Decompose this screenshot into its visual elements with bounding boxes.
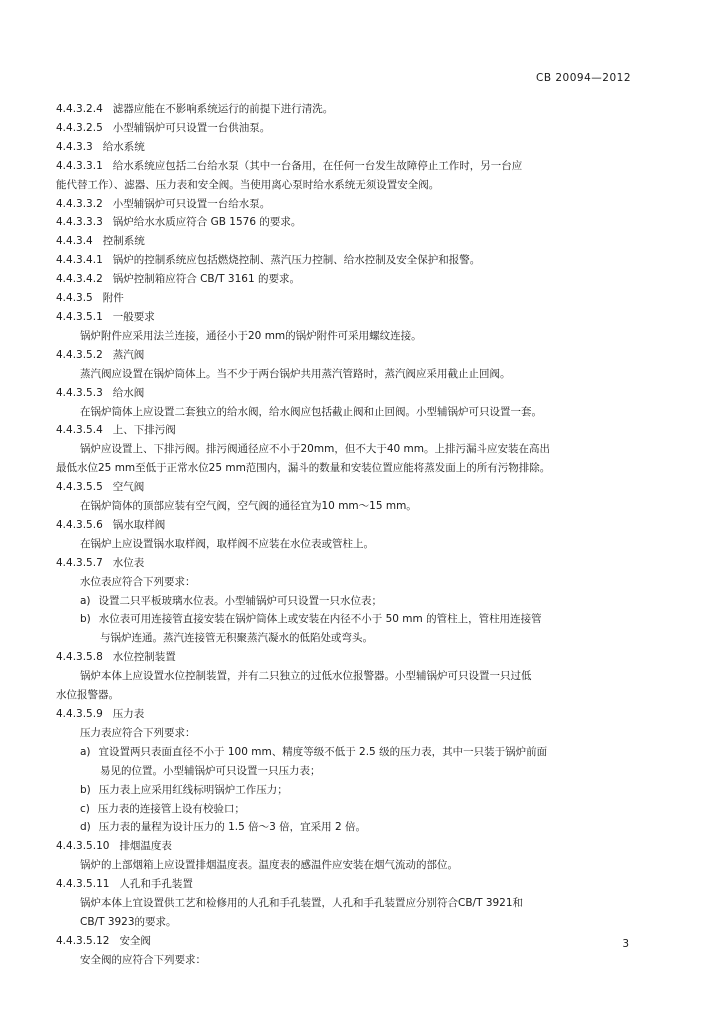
text-line bbox=[56, 157, 646, 176]
clause-number: 4.4.3.5.9 bbox=[56, 708, 103, 720]
clause-text: 压力表上应采用红线标明锅炉工作压力； bbox=[98, 783, 288, 796]
clause-text: 与锅炉连通。蒸汽连接管无积聚蒸汽凝水的低陷处或弯头。 bbox=[100, 632, 373, 645]
text-line bbox=[56, 573, 646, 592]
text-line bbox=[56, 270, 646, 289]
clause-number: 4.4.3.4 bbox=[56, 235, 93, 248]
clause-text: 安全阀 bbox=[119, 934, 151, 947]
text-line bbox=[56, 629, 646, 648]
clause-number: 4.4.3.5.12 bbox=[56, 934, 110, 947]
clause-number: 4.4.3.5.3 bbox=[56, 386, 103, 399]
text-line bbox=[56, 327, 646, 346]
text-line bbox=[56, 346, 646, 365]
clause-text: 给水系统应包括二台给水泵（其中一台备用，在任何一台发生故障停止工作时，另一台应 bbox=[112, 159, 523, 172]
clause-text: 水位表 bbox=[112, 556, 145, 569]
clause-number: 4.4.3.3.2 bbox=[56, 197, 103, 210]
text-line bbox=[56, 232, 646, 251]
text-line bbox=[56, 724, 646, 743]
text-line bbox=[56, 894, 646, 913]
text-line bbox=[56, 610, 646, 629]
clause-text: 给水系统 bbox=[102, 140, 145, 153]
text-line bbox=[56, 913, 646, 932]
text-line bbox=[56, 421, 646, 440]
clause-number: 4.4.3.5.4 bbox=[56, 424, 103, 437]
text-line bbox=[56, 837, 646, 856]
clause-text: 安全阀的应符合下列要求： bbox=[80, 953, 206, 966]
clause-text: 锅炉控制箱应符合 CB/T 3161 的要求。 bbox=[112, 273, 300, 286]
clause-text: 水位控制装置 bbox=[112, 651, 176, 664]
clause-text: 锅炉的上部烟箱上应设置排烟温度表。温度表的感温件应安装在烟气流动的部位。 bbox=[80, 859, 458, 872]
clause-text: 锅炉本体上应设置水位控制装置，并有二只独立的过低水位报警器。小型辅锅炉可只设置一只过低 bbox=[80, 670, 532, 683]
clause-text: 能代替工作）、滤器、压力表和安全阀。当使用离心泵时给水系统无须设置安全阀。 bbox=[56, 178, 440, 191]
text-line bbox=[56, 176, 646, 195]
clause-text: 一般要求 bbox=[112, 310, 155, 323]
clause-text: 水位表应符合下列要求： bbox=[80, 575, 196, 588]
text-line bbox=[56, 856, 646, 875]
clause-text: 在锅炉筒体的顶部应装有空气阀，空气阀的通径宜为10 mm～15 mm。 bbox=[80, 500, 417, 513]
clause-text: 滤器应能在不影响系统运行的前提下进行清洗。 bbox=[112, 103, 334, 115]
clause-text: 水位报警器。 bbox=[56, 689, 119, 702]
clause-text: 小型辅锅炉可只设置一台给水泵。 bbox=[112, 197, 271, 210]
text-line bbox=[56, 800, 646, 819]
text-line bbox=[56, 459, 646, 478]
text-line bbox=[56, 119, 646, 138]
text-line bbox=[56, 289, 646, 308]
clause-number: 4.4.3.2.5 bbox=[56, 121, 103, 134]
text-line bbox=[56, 951, 646, 970]
clause-text: 附件 bbox=[102, 292, 124, 305]
clause-text: 锅炉的控制系统应包括燃烧控制、蒸汽压力控制、给水控制及安全保护和报警。 bbox=[112, 254, 481, 267]
text-line bbox=[56, 497, 646, 516]
clause-text: 蒸汽阀应设置在锅炉筒体上。当不少于两台锅炉共用蒸汽管路时，蒸汽阀应采用截止止回阀。 bbox=[80, 367, 511, 380]
clause-text: 最低水位25 mm至低于正常水位25 mm范围内，漏斗的数量和安装位置应能将蒸发面上的所有污物排除。 bbox=[56, 462, 551, 475]
clause-number: 4.4.3.5.2 bbox=[56, 348, 103, 361]
clause-number: d) bbox=[80, 821, 91, 834]
clause-number: a) bbox=[80, 745, 91, 758]
clause-text: 水位表可用连接管直接安装在锅炉筒体上或安装在内径不小于 50 mm 的管柱上，管柱用连接管 bbox=[98, 613, 542, 626]
clause-number: 4.4.3.5.6 bbox=[56, 518, 103, 531]
clause-text: 排烟温度表 bbox=[119, 840, 172, 853]
clause-text: 锅炉附件应采用法兰连接，通径小于20 mm的锅炉附件可采用螺纹连接。 bbox=[80, 329, 422, 342]
text-line bbox=[56, 478, 646, 497]
clause-number: c) bbox=[80, 802, 90, 815]
clause-text: 小型辅锅炉可只设置一台供油泵。 bbox=[112, 121, 271, 134]
clause-text: 易见的位置。小型辅锅炉可只设置一只压力表； bbox=[100, 764, 321, 777]
clause-number: 4.4.3.5.7 bbox=[56, 556, 103, 569]
clause-number: 4.4.3.3.1 bbox=[56, 159, 103, 172]
text-line bbox=[56, 384, 646, 403]
text-line bbox=[56, 403, 646, 422]
text-line bbox=[56, 100, 646, 119]
page-number: 3 bbox=[622, 938, 629, 950]
text-line bbox=[56, 686, 646, 705]
clause-number: 4.4.3.5.5 bbox=[56, 481, 103, 494]
text-line bbox=[56, 592, 646, 611]
text-line bbox=[56, 743, 646, 762]
clause-number: 4.4.3.5.10 bbox=[56, 840, 110, 853]
text-line bbox=[56, 762, 646, 781]
clause-text: 在锅炉上应设置锅水取样阀，取样阀不应装在水位表或管柱上。 bbox=[80, 537, 374, 550]
text-line bbox=[56, 781, 646, 800]
clause-text: 空气阀 bbox=[112, 481, 145, 494]
clause-number: 4.4.3.3 bbox=[56, 140, 93, 153]
text-line bbox=[56, 667, 646, 686]
clause-number: a) bbox=[80, 594, 91, 607]
clause-text: 锅炉本体上宜设置供工艺和检修用的人孔和手孔装置，人孔和手孔装置应分别符合CB/T 3921和 bbox=[80, 897, 524, 910]
clause-number: 4.4.3.2.4 bbox=[56, 103, 103, 115]
clause-text: 控制系统 bbox=[102, 235, 145, 248]
clause-number: 4.4.3.4.2 bbox=[56, 273, 103, 286]
clause-text: 给水阀 bbox=[112, 386, 145, 399]
standard-code-header: CB 20094—2012 bbox=[536, 72, 631, 84]
clause-number: b) bbox=[80, 783, 91, 796]
text-line bbox=[56, 138, 646, 157]
clause-number: b) bbox=[80, 613, 91, 626]
text-line bbox=[56, 818, 646, 837]
text-line bbox=[56, 195, 646, 214]
text-line bbox=[56, 365, 646, 384]
clause-text: 蒸汽阀 bbox=[112, 348, 145, 361]
clause-text: 设置二只平板玻璃水位表。小型辅锅炉可只设置一只水位表； bbox=[98, 594, 383, 607]
clause-number: 4.4.3.5.1 bbox=[56, 310, 103, 323]
clause-text: 上、下排污阀 bbox=[112, 424, 176, 437]
clause-text: 宜设置两只表面直径不小于 100 mm、精度等级不低于 2.5 级的压力表，其中一只装于锅炉前面 bbox=[98, 745, 548, 758]
text-line bbox=[56, 932, 646, 951]
clause-number: 4.4.3.4.1 bbox=[56, 254, 103, 267]
clause-number: 4.4.3.3.3 bbox=[56, 216, 103, 229]
clause-number: 4.4.3.5.11 bbox=[56, 878, 110, 891]
text-line bbox=[56, 516, 646, 535]
clause-text: 压力表的连接管上设有校验口； bbox=[97, 802, 245, 815]
clause-text: 人孔和手孔装置 bbox=[119, 878, 193, 891]
text-line bbox=[56, 213, 646, 232]
clause-text: 压力表应符合下列要求： bbox=[80, 726, 196, 739]
text-line bbox=[56, 440, 646, 459]
clause-text: 压力表的量程为设计压力的 1.5 倍～3 倍，宜采用 2 倍。 bbox=[98, 821, 367, 834]
text-line bbox=[56, 705, 646, 724]
clause-text: 锅炉给水水质应符合 GB 1576 的要求。 bbox=[112, 216, 302, 229]
clause-number: 4.4.3.5.8 bbox=[56, 651, 103, 664]
clause-number: 4.4.3.5 bbox=[56, 292, 93, 305]
text-line bbox=[56, 875, 646, 894]
text-line bbox=[56, 648, 646, 667]
clause-text: 压力表 bbox=[112, 708, 145, 720]
clause-text: 在锅炉筒体上应设置二套独立的给水阀，给水阀应包括截止阀和止回阀。小型辅锅炉可只设置一套。 bbox=[80, 405, 542, 418]
text-line bbox=[56, 554, 646, 573]
clause-text: 锅炉应设置上、下排污阀。排污阀通径应不小于20mm，但不大于40 mm。上排污漏斗应安装在高出 bbox=[80, 443, 550, 456]
document-body bbox=[56, 100, 646, 970]
text-line bbox=[56, 535, 646, 554]
text-line bbox=[56, 251, 646, 270]
clause-text: CB/T 3923的要求。 bbox=[80, 915, 177, 928]
clause-text: 锅水取样阀 bbox=[112, 518, 166, 531]
text-line bbox=[56, 308, 646, 327]
